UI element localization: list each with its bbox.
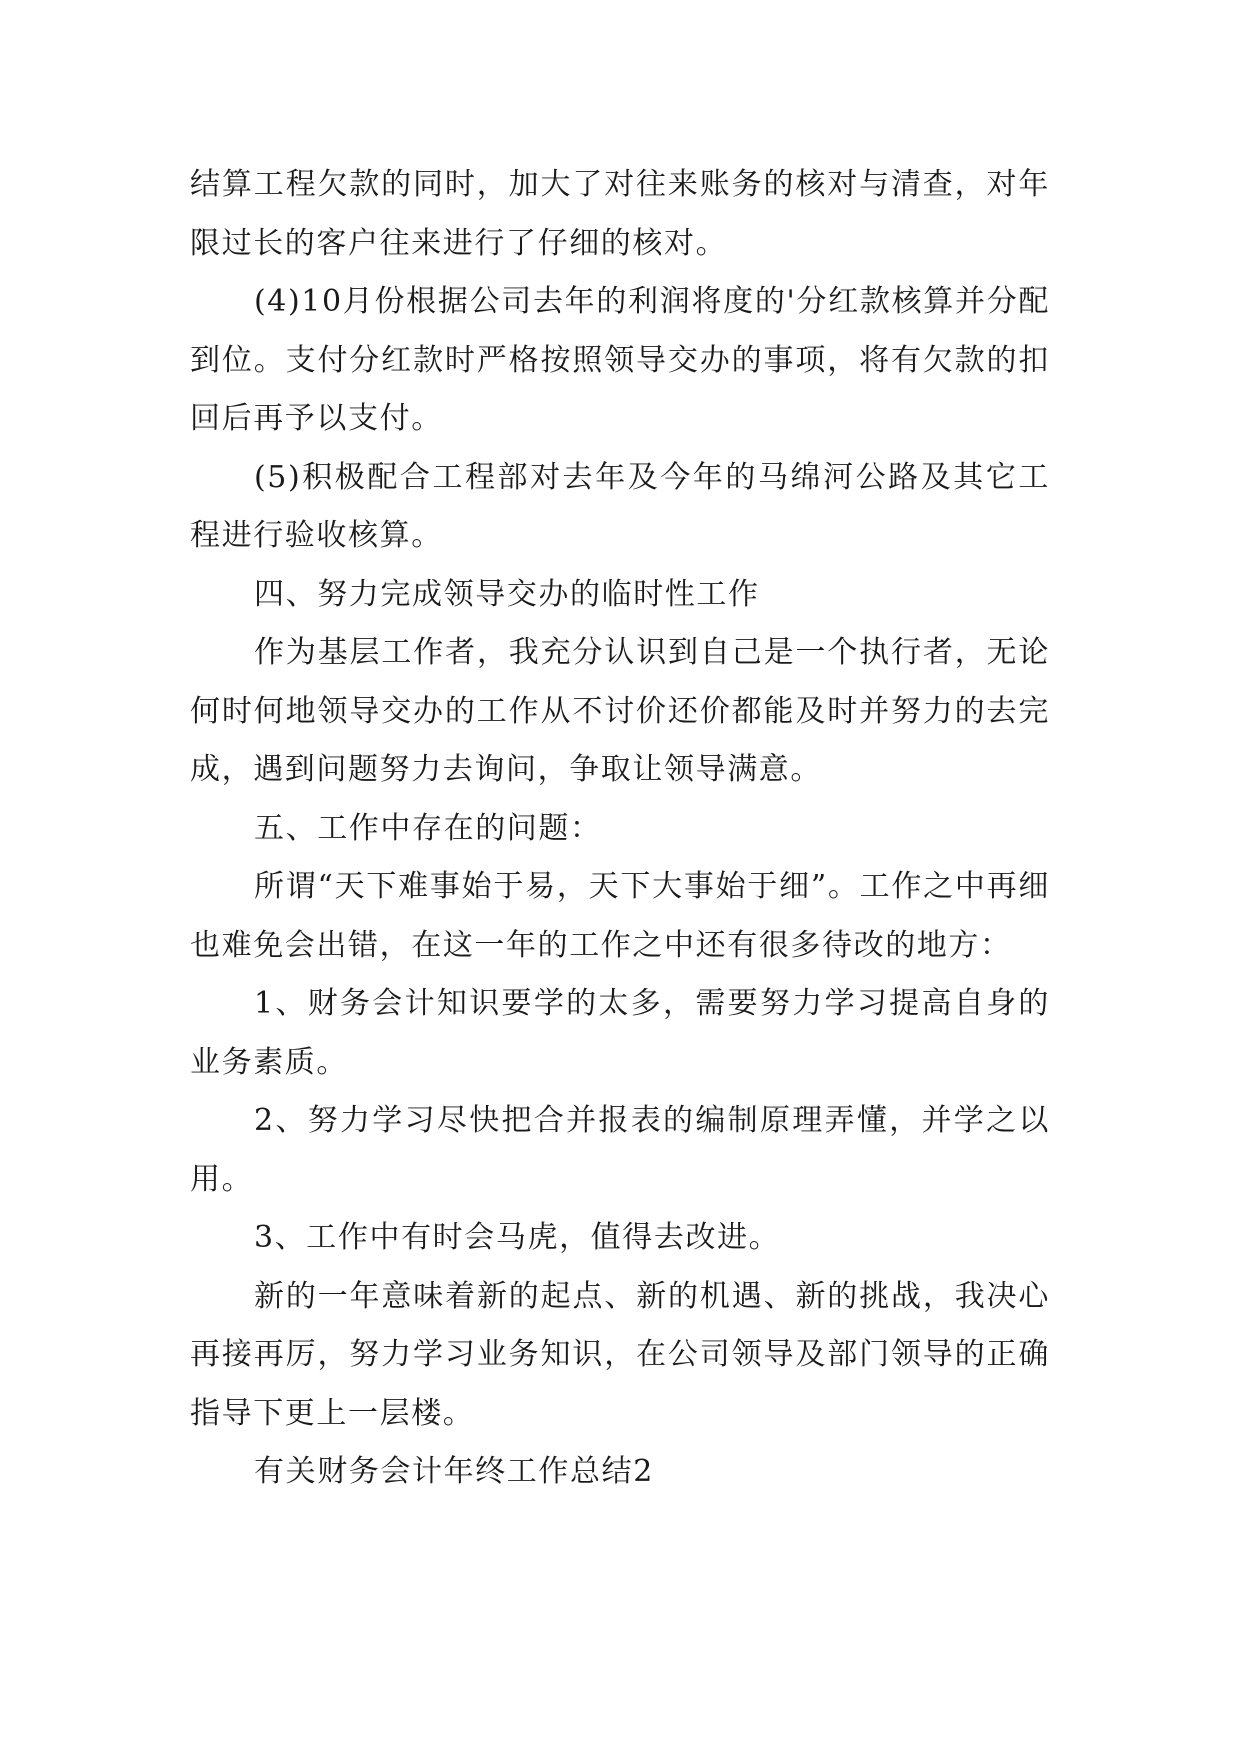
next-section-title: 有关财务会计年终工作总结2	[254, 1454, 654, 1489]
paragraph-1: 结算工程欠款的同时，加大了对往来账务的核对与清查，对年限过长的客户往来进行了仔细的核对。	[190, 167, 1050, 261]
paragraph-11: 新的一年意味着新的起点、新的机遇、新的挑战，我决心再接再厉，努力学习业务知识，在公司领导及部门领导的正确指导下更上一层楼。	[190, 1278, 1050, 1431]
section-heading-5: 五、工作中存在的问题：	[254, 810, 602, 846]
document-page	[190, 156, 1050, 1502]
section-heading-4: 四、努力完成领导交办的临时性工作	[254, 576, 760, 612]
paragraph-3: (5)积极配合工程部对去年及今年的马绵河公路及其它工程进行验收核算。	[190, 459, 1050, 553]
list-item-1: 1、财务会计知识要学的太多，需要努力学习提高自身的业务素质。	[190, 986, 1050, 1080]
paragraph-7: 所谓“天下难事始于易，天下大事始于细”。工作之中再细也难免会出错，在这一年的工作之中还有很多待改的地方：	[190, 869, 1050, 963]
paragraph-2: (4)10月份根据公司去年的利润将度的'分红款核算并分配到位。支付分红款时严格按照领导交办的事项，将有欠款的扣回后再予以支付。	[190, 284, 1050, 436]
paragraph-5: 作为基层工作者，我充分认识到自己是一个执行者，无论何时何地领导交办的工作从不讨价还价都能及时并努力的去完成，遇到问题努力去询问，争取让领导满意。	[190, 635, 1050, 787]
list-item-3: 3、工作中有时会马虎，值得去改进。	[254, 1220, 781, 1255]
list-item-2: 2、努力学习尽快把合并报表的编制原理弄懂，并学之以用。	[190, 1103, 1050, 1197]
